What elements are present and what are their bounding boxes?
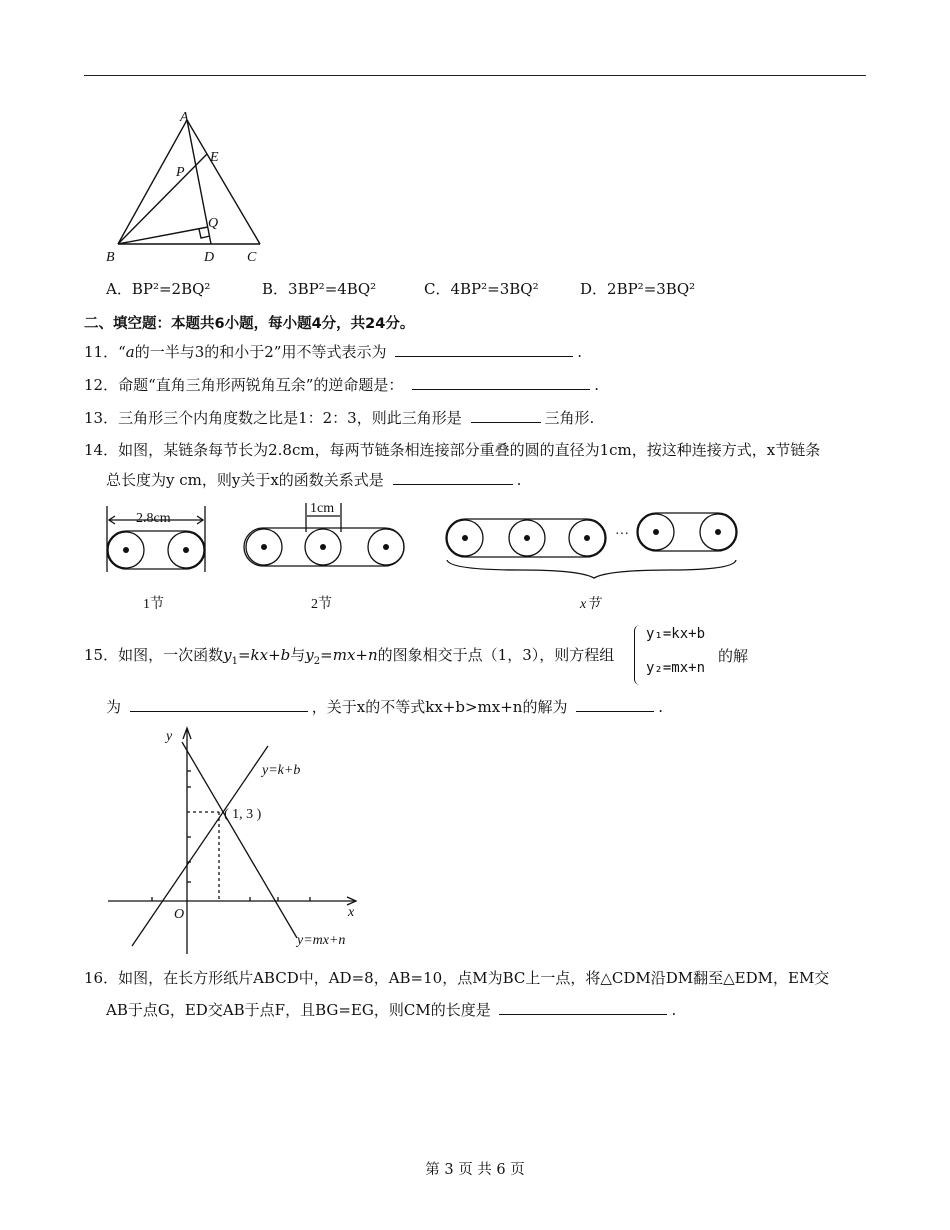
dot: [584, 535, 590, 541]
dot: [123, 547, 129, 553]
q16-answer-blank[interactable]: [499, 1000, 667, 1015]
line-graph: [100, 722, 390, 958]
q12-text: 12．命题“直角三角形两锐角互余”的逆命题是：: [84, 376, 404, 394]
question-14-line2: [106, 470, 521, 490]
q11-end: .: [577, 343, 583, 361]
question-16-line2: [106, 1000, 676, 1020]
option-c[interactable]: C．4BP²=3BQ²: [424, 280, 539, 298]
option-d[interactable]: D．2BP²=3BQ²: [580, 280, 696, 298]
q15-line2-a: 为: [106, 698, 122, 716]
system-eq1: y₁=kx+b: [646, 626, 706, 642]
q11-text-a: 11．“: [84, 343, 126, 361]
q13-text: 13．三角形三个内角度数之比是1：2：3，则此三角形是: [84, 409, 462, 427]
linkx-body-b: [637, 513, 737, 551]
label-q: Q: [208, 216, 219, 231]
q14-end: .: [516, 471, 522, 489]
line2-label: y=mx+n: [297, 933, 346, 948]
dot: [261, 544, 267, 550]
question-13: [84, 408, 594, 428]
brace: [447, 560, 736, 578]
page-footer: 第 3 页 共 6 页: [425, 1162, 525, 1178]
q15-text-b: 的图象相交于点（1，3），则方程组: [377, 646, 615, 664]
system-eq2: y₂=mx+n: [646, 660, 706, 676]
y-label: y: [166, 729, 173, 744]
dot: [715, 529, 721, 535]
label-e: E: [210, 150, 219, 165]
dots-label: ···: [615, 527, 629, 542]
section-heading: 二、填空题：本题共6小题，每小题4分，共24分。: [84, 316, 415, 332]
segment-be: [118, 154, 207, 244]
dot: [320, 544, 326, 550]
line1-label: y=k+b: [262, 763, 301, 778]
q15-answer-blank-1[interactable]: [130, 697, 308, 712]
system-brace: [634, 625, 641, 685]
q13-end: 三角形.: [544, 409, 595, 427]
side-ac: [187, 120, 260, 244]
line-kx-b: [132, 746, 268, 946]
option-b[interactable]: B．3BP²=4BQ²: [262, 280, 377, 298]
question-15-line1: 15．如图，一次函数$y_1=kx+b$与$y_2=mx+n$的图象相交于点（1，3），则方程组: [84, 646, 615, 667]
label-b: B: [106, 250, 115, 265]
question-15-line2: [106, 697, 663, 717]
q16-line2-text: AB于点G，ED交AB于点F，且BG=EG，则CM的长度是: [106, 1001, 491, 1019]
dot: [183, 547, 189, 553]
chain-figure: [100, 498, 760, 618]
label-p: P: [176, 165, 185, 180]
label-c: C: [247, 250, 257, 265]
dia-label: 1cm: [310, 501, 335, 516]
q13-answer-blank[interactable]: [471, 408, 541, 423]
q11-text-b: 的一半与3的和小于2”用不等式表示为: [134, 343, 387, 361]
intersection-label: ( 1, 3 ): [224, 807, 262, 822]
question-12: [84, 375, 599, 395]
question-11: [84, 342, 582, 362]
origin-label: O: [174, 907, 185, 922]
q15-line2-b: ，关于x的不等式kx+b>mx+n的解为: [311, 698, 568, 716]
question-14-line1: 14．如图，某链条每节长为2.8cm，每两节链条相连接部分重叠的圆的直径为1cm，按这种连接方式，x节链条: [84, 441, 821, 459]
q15-text-c: 的解: [718, 647, 749, 665]
q12-answer-blank[interactable]: [412, 375, 590, 390]
q14-line2-text: 总长度为y cm，则y关于x的函数关系式是: [106, 471, 384, 489]
question-16-line1: 16．如图，在长方形纸片ABCD中，AD=8，AB=10，点M为BC上一点，将△CDM沿DM翻至△EDM，EM交: [84, 969, 830, 987]
caption-2: 2节: [311, 597, 332, 612]
option-a[interactable]: A．BP²=2BQ²: [106, 280, 211, 298]
label-a: A: [180, 110, 189, 125]
dot: [462, 535, 468, 541]
triangle-figure: [100, 108, 270, 268]
dot: [653, 529, 659, 535]
x-label: x: [348, 905, 355, 920]
caption-x: x节: [580, 597, 601, 612]
dot: [524, 535, 530, 541]
q15-answer-blank-2[interactable]: [576, 697, 654, 712]
side-ab: [118, 120, 187, 244]
label-d: D: [204, 250, 215, 265]
q11-var: a: [125, 343, 135, 361]
q11-answer-blank[interactable]: [395, 342, 573, 357]
len-label: 2.8cm: [136, 511, 171, 526]
caption-1: 1节: [143, 597, 164, 612]
link1-body: [107, 531, 205, 569]
dot: [383, 544, 389, 550]
q15-end: .: [658, 698, 664, 716]
q14-answer-blank[interactable]: [393, 470, 513, 485]
q12-end: .: [594, 376, 599, 394]
q15-text-a: 15．如图，一次函数: [84, 646, 224, 664]
q16-end: .: [671, 1001, 677, 1019]
header-rule: [84, 75, 866, 76]
